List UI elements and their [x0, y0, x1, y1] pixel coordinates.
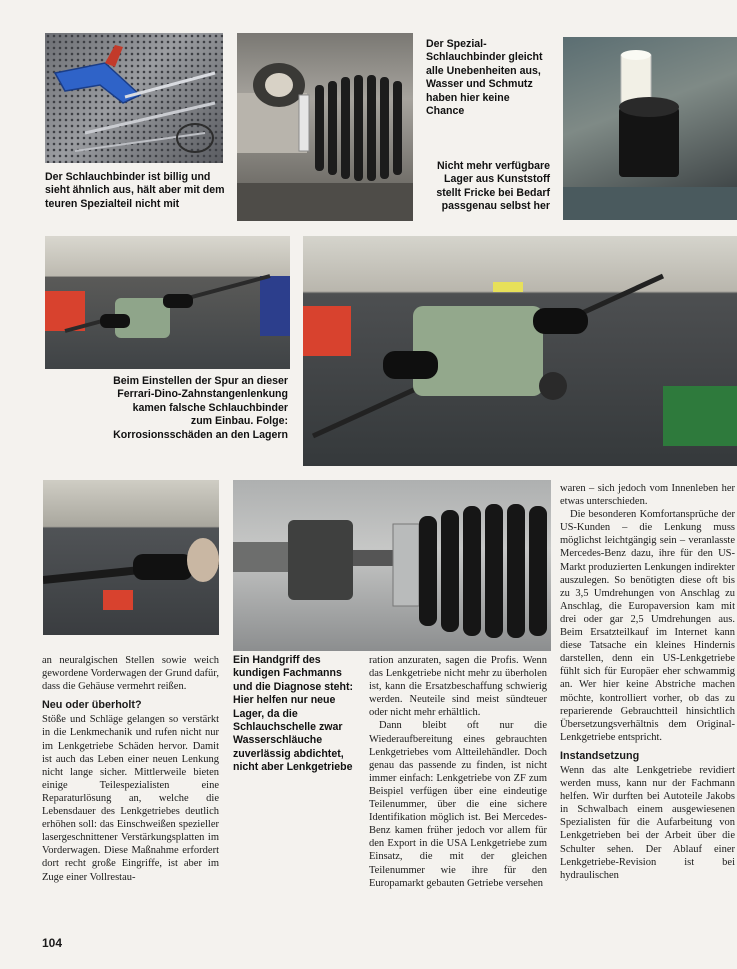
photo-special-hose-clamp [237, 33, 413, 221]
photo-ferrari-steering-rack [45, 236, 290, 369]
photo-mechanic-hands [43, 480, 219, 635]
bearing-bushing-icon [563, 37, 737, 220]
text-column-2 [369, 654, 547, 890]
photo-cheap-hose-clamp [45, 33, 223, 163]
col2-paragraph-1: ration anzuraten, sagen die Profis. Wenn das Lenkgetriebe nicht mehr zu überholen ist, kann die Ersatzbeschaffung schwierig werden. Neuteile sind meist sündteuer oder nicht mehr erhältlich. [369, 655, 547, 719]
photo-steering-rack-large [303, 236, 737, 466]
caption-ferrari-steering-rack: Beim Einstellen der Spur an dieser Ferrari-Dino-Zahnstangenlenkung kamen falsche Schlauchbinder zum Einbau. Folge: Korrosionsschäden an den Lagern [113, 375, 288, 441]
hands-rack-icon [43, 480, 219, 635]
photo-plastic-bearings [563, 37, 737, 220]
hose-clamp-tool-icon [45, 33, 223, 163]
col1-paragraph-2: Stöße und Schläge gelangen so verstärkt in die Lenkmechanik und rufen nicht nur im Lenkgetriebe Schäden hervor. Damit ist auch das Leben einer neuen Lenkung nicht lange sicher. Mittlerweile bieten einige Teilespezialisten eine Reparaturlösung an, welche die Lebensdauer des Lenkgetriebes deutlich erhöhen soll: das Einschweißen spezieller lasergeschnittener Verstärkungsplatten im Vorderwagen. Diese Maßnahme erfordert dort recht große Eingriffe, ist aber im Zuge einer Vollrestau- [42, 714, 219, 883]
col2-paragraph-2: Dann bleibt oft nur die Wiederaufbereitung eines gebrauchten Lenkgetriebes vom Altteilehändler. Doch genau das passende zu finden, ist nicht immer einfach: Lenkgetriebe von ZF zum Beispiel verfügen über eine eindeutige Teilenummer, über die eine sichere Identifikation möglich ist. Bei Mercedes-Benz kamen früher jedoch vor allem für den Export in die USA Lenkgetriebe zum Einsatz, die mit der gleichen Teilenummer wie ihre für den Europamarkt gebauten Getriebe versehen [369, 720, 547, 889]
caption-clamp-diagnosis: Ein Handgriff des kundigen Fachmanns und die Diagnose steht: Hier helfen nur neue Lager, da die Schlauchschelle zwar Wasserschläuche zuverlässig abdichtet, nicht aber Lenkgetriebe [233, 654, 354, 774]
caption-special-hose-clamp: Der Spezial-Schlauchbinder gleicht alle Unebenheiten aus, Wasser und Schmutz haben hier keine Chance [426, 38, 543, 118]
heading-neu-oder-ueberholt: Neu oder überholt? [42, 699, 142, 712]
clamp-closeup-icon [233, 480, 551, 651]
steering-boot-icon [237, 33, 413, 221]
caption-plastic-bearings: Nicht mehr verfügbare Lager aus Kunststoff stellt Fricke bei Bedarf passgenau selbst her [436, 160, 550, 213]
steering-rack-icon [45, 236, 290, 369]
col1-paragraph-1: an neuralgischen Stellen sowie weich gewordene Vorderwagen der Grund dafür, dass die Gehäuse vermehrt reißen. [42, 655, 219, 693]
text-column-3 [560, 482, 735, 882]
page-number: 104 [42, 936, 63, 950]
col3-paragraph-3: Wenn das alte Lenkgetriebe revidiert werden muss, kann nur der Fachmann helfen. Wir durften bei Autoteile Jakobs in Schwalbach einem ausgewiesenen Spezialisten für die Aufarbeitung von Lenkgetrieben bei der Arbeit über die Schulter sehen. Der Ablauf einer Lenkgetriebe-Revision ist bei hydraulischen [560, 764, 735, 881]
col3-paragraph-2: Die besonderen Komfortansprüche der US-Kunden – die Lenkung muss möglichst leichtgängig sein – veranlasste Mercedes-Benz dazu, ihre für den US-Markt produzierten Lenkungen indirekter auszulegen. So benötigten diese oft bis zu 3,5 Umdrehungen von Anschlag zu Anschlag, die Europaversion kam mit drei oder gar 2,5 Umdrehungen aus. Beim Ersatzteilkauf im Internet kann diese Tatsache ein kleines Hindernis darstellen, denn ein US-Lenkgetriebe fühlt sich für Europäer eher schwammig an. Wer hier keine Abstriche machen möchte, kontrolliert vorher, ob das zu reparierende Gebrauchtteil hinsichtlich Übersetzungsverhältnis dem Original-Lenkgetriebe entspricht. [560, 509, 735, 743]
caption-cheap-hose-clamp: Der Schlauchbinder ist billig und sieht ähnlich aus, hält aber mit dem teuren Spezialteil nicht mit [45, 171, 225, 210]
steering-rack-detail-icon [303, 236, 737, 466]
heading-instandsetzung: Instandsetzung [560, 749, 640, 762]
text-column-1 [42, 654, 219, 884]
col3-paragraph-1: waren – sich jedoch vom Innenleben her etwas unterschieden. [560, 483, 735, 508]
photo-clamp-closeup [233, 480, 551, 651]
